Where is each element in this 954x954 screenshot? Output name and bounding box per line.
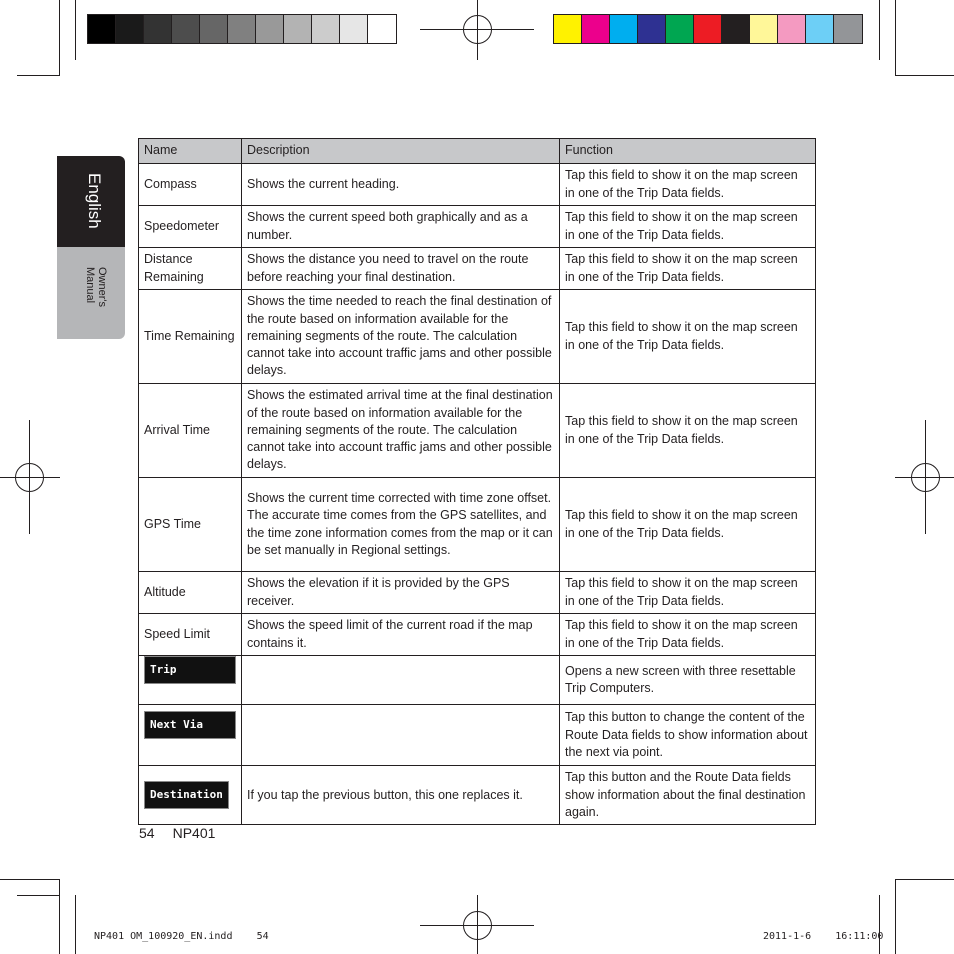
color-swatch <box>638 15 666 43</box>
page-number: 54 <box>139 825 155 841</box>
language-tab <box>57 156 125 247</box>
crop-mark <box>0 879 60 880</box>
table-row <box>139 656 816 705</box>
color-swatch <box>778 15 806 43</box>
row-description: Shows the current heading. <box>242 164 560 206</box>
row-function: Tap this field to show it on the map screen in one of the Trip Data fields. <box>560 478 816 572</box>
gray-swatch <box>340 15 368 43</box>
next-via-point-button[interactable]: Next Via Point <box>144 711 236 739</box>
header-name: Name <box>139 139 242 164</box>
row-description: Shows the estimated arrival time at the final destination of the route based on information available for the remaining segments of the route. The calculation cannot take into account traffic jams and other possible delays. <box>242 384 560 478</box>
slug-datetime: 2011-1-6 16:11:00 <box>763 931 884 942</box>
row-description: Shows the time needed to reach the final destination of the route based on information available for the remaining segments of the route. The calculation cannot take into account traffic jams and other possible delays. <box>242 290 560 384</box>
gray-swatch <box>368 15 396 43</box>
table-row <box>139 614 816 656</box>
row-function: Tap this field to show it on the map screen in one of the Trip Data fields. <box>560 614 816 656</box>
row-description: Shows the speed limit of the current road if the map contains it. <box>242 614 560 656</box>
color-swatch <box>694 15 722 43</box>
row-name: Time Remaining <box>139 290 242 384</box>
color-swatch <box>554 15 582 43</box>
table-row <box>139 572 816 614</box>
row-description: If you tap the previous button, this one replaces it. <box>242 766 560 825</box>
row-function: Tap this field to show it on the map screen in one of the Trip Data fields. <box>560 206 816 248</box>
crop-mark <box>895 0 896 75</box>
table-row <box>139 164 816 206</box>
gray-swatch <box>172 15 200 43</box>
gray-swatch <box>256 15 284 43</box>
crop-mark <box>17 895 60 896</box>
registration-circle <box>463 15 492 44</box>
row-function: Opens a new screen with three resettable Trip Computers. <box>560 656 816 705</box>
row-name: Compass <box>139 164 242 206</box>
row-name: Altitude <box>139 572 242 614</box>
gray-swatch <box>284 15 312 43</box>
model-name: NP401 <box>172 825 216 841</box>
gray-swatch <box>228 15 256 43</box>
row-button-cell <box>139 705 242 766</box>
section-label: Owner's Manual <box>84 267 108 307</box>
table-header-row <box>139 139 816 164</box>
row-description <box>242 705 560 766</box>
slug-file: NP401 OM_100920_EN.indd 54 <box>94 931 269 942</box>
crop-mark <box>879 0 880 60</box>
gray-swatch <box>312 15 340 43</box>
crop-mark <box>59 879 60 954</box>
table-row <box>139 705 816 766</box>
process-color-bar <box>553 14 863 44</box>
row-function: Tap this field to show it on the map screen in one of the Trip Data fields. <box>560 290 816 384</box>
section-tab <box>57 247 125 339</box>
gray-swatch <box>144 15 172 43</box>
page-footer <box>139 825 233 841</box>
color-swatch <box>582 15 610 43</box>
registration-circle <box>463 911 492 940</box>
row-name: GPS Time <box>139 478 242 572</box>
crop-mark <box>895 879 954 880</box>
row-name: Speedometer <box>139 206 242 248</box>
row-function: Tap this field to show it on the map screen in one of the Trip Data fields. <box>560 572 816 614</box>
gray-swatch <box>116 15 144 43</box>
row-description: Shows the distance you need to travel on the route before reaching your final destination. <box>242 248 560 290</box>
row-description: Shows the current speed both graphically and as a number. <box>242 206 560 248</box>
language-label: English <box>85 173 104 229</box>
row-description: Shows the current time corrected with time zone offset. The accurate time comes from the GPS satellites, and the time zone information comes from the map or it can be set manually in Regional settings. <box>242 478 560 572</box>
table-row <box>139 290 816 384</box>
trip-data-fields-table <box>138 138 816 825</box>
color-swatch <box>750 15 778 43</box>
row-function: Tap this button and the Route Data fields show information about the final destination again. <box>560 766 816 825</box>
header-description: Description <box>242 139 560 164</box>
crop-mark <box>895 75 954 76</box>
crop-mark <box>879 895 880 954</box>
row-function: Tap this button to change the content of the Route Data fields to show information about the next via point. <box>560 705 816 766</box>
color-swatch <box>722 15 750 43</box>
row-button-cell <box>139 766 242 825</box>
crop-mark <box>75 895 76 954</box>
crop-mark <box>17 75 60 76</box>
trip-computer-button[interactable]: Trip Computer <box>144 656 236 684</box>
row-function: Tap this field to show it on the map screen in one of the Trip Data fields. <box>560 384 816 478</box>
color-swatch <box>834 15 862 43</box>
registration-circle <box>911 463 940 492</box>
crop-mark <box>75 0 76 60</box>
destination-button[interactable]: Destination <box>144 781 229 809</box>
color-swatch <box>610 15 638 43</box>
header-function: Function <box>560 139 816 164</box>
crop-mark <box>59 0 60 75</box>
row-name: Speed Limit <box>139 614 242 656</box>
row-function: Tap this field to show it on the map screen in one of the Trip Data fields. <box>560 248 816 290</box>
gray-swatch <box>200 15 228 43</box>
row-description <box>242 656 560 705</box>
row-function: Tap this field to show it on the map screen in one of the Trip Data fields. <box>560 164 816 206</box>
row-name: Distance Remaining <box>139 248 242 290</box>
grayscale-color-bar <box>87 14 397 44</box>
row-name: Arrival Time <box>139 384 242 478</box>
row-button-cell <box>139 656 242 705</box>
color-swatch <box>806 15 834 43</box>
registration-circle <box>15 463 44 492</box>
table-row <box>139 384 816 478</box>
table-row <box>139 206 816 248</box>
gray-swatch <box>88 15 116 43</box>
color-swatch <box>666 15 694 43</box>
row-description: Shows the elevation if it is provided by the GPS receiver. <box>242 572 560 614</box>
table-row <box>139 478 816 572</box>
table-row <box>139 766 816 825</box>
table-row <box>139 248 816 290</box>
crop-mark <box>895 879 896 954</box>
